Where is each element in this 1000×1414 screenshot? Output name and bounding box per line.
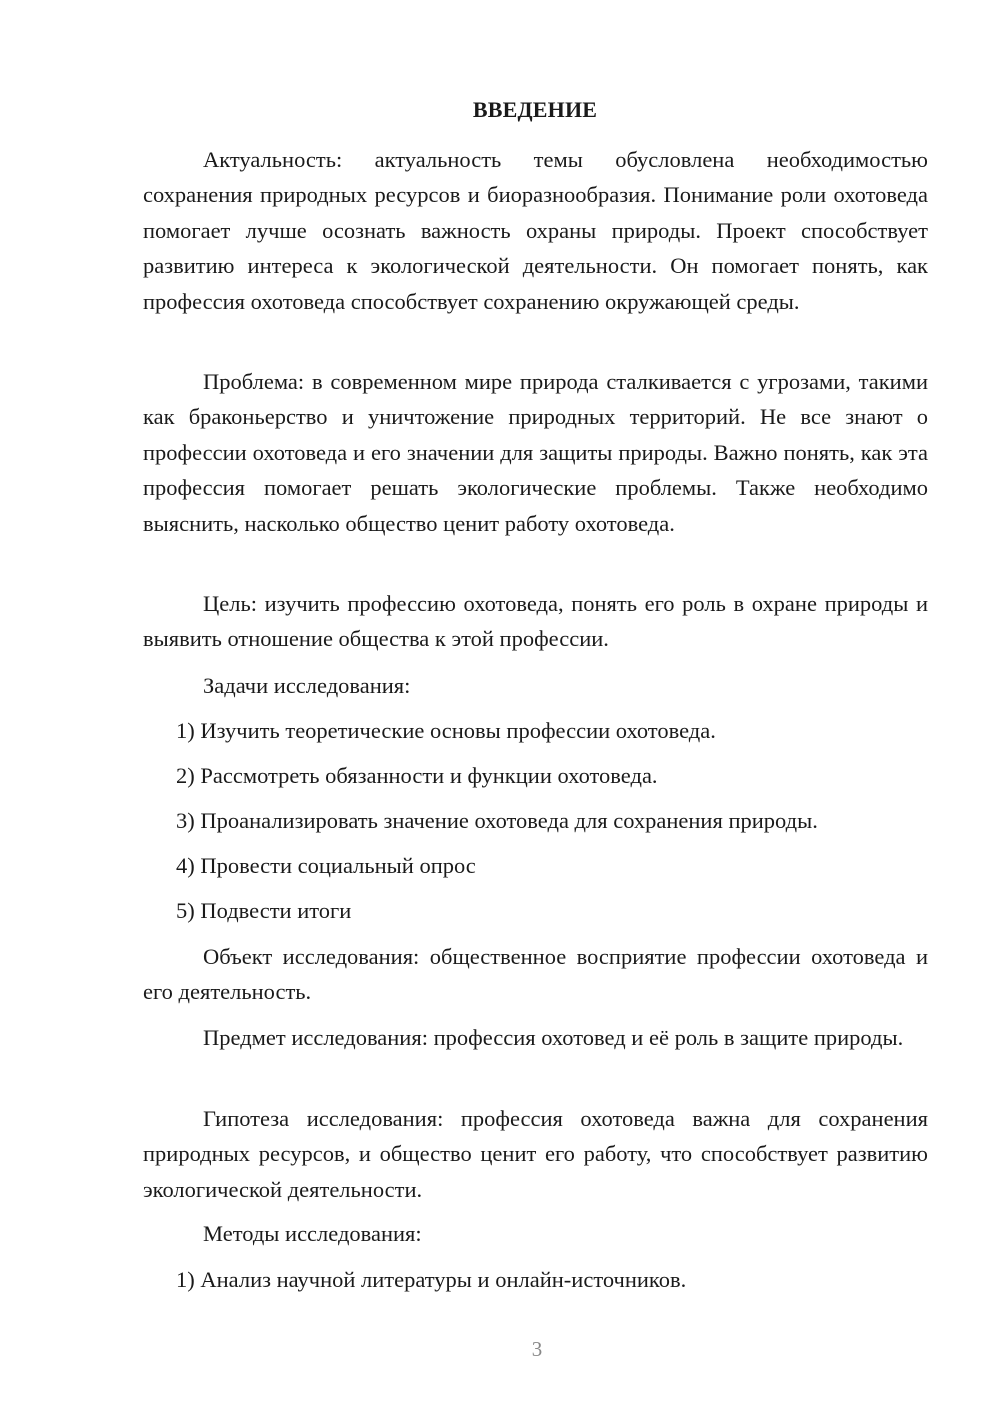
- paragraph-subject: Предмет исследования: профессия охотовед и её роль в защите природы.: [203, 1025, 904, 1050]
- paragraph-hypothesis: Гипотеза исследования: профессия охотоведа важна для сохранения природных ресурсов, и общество ценит его работу, что способствует развитию экологической деятельности.: [143, 1106, 928, 1202]
- page-number: 3: [531, 1337, 543, 1361]
- tasks-heading: Задачи исследования:: [203, 673, 411, 698]
- task-item: 3) Проанализировать значение охотоведа для сохранения природы.: [176, 808, 818, 833]
- page-title: ВВЕДЕНИЕ: [472, 97, 598, 122]
- paragraph-relevance: Актуальность: актуальность темы обусловлена необходимостью сохранения природных ресурсов и биоразнообразия. Понимание роли охотоведа помогает лучше осознать важность охраны природы. Проект способствует развитию интереса к экологической деятельности. Он помогает понять, как профессия охотоведа способствует сохранению окружающей среды.: [143, 147, 928, 314]
- task-item: 5) Подвести итоги: [176, 898, 352, 923]
- method-item: 1) Анализ научной литературы и онлайн-источников.: [176, 1267, 687, 1292]
- methods-heading: Методы исследования:: [203, 1221, 422, 1246]
- paragraph-object: Объект исследования: общественное восприятие профессии охотоведа и его деятельность.: [143, 944, 928, 1005]
- paragraph-problem: Проблема: в современном мире природа сталкивается с угрозами, такими как браконьерство и уничтожение природных территорий. Не все знают о профессии охотоведа и его значении для защиты природы. Важно понять, как эта профессия помогает решать экологические проблемы. Также необходимо выяснить, насколько общество ценит работу охотоведа.: [143, 369, 928, 536]
- paragraph-goal: Цель: изучить профессию охотоведа, понять его роль в охране природы и выявить отношение общества к этой профессии.: [143, 591, 928, 652]
- task-item: 4) Провести социальный опрос: [176, 853, 476, 878]
- task-item: 2) Рассмотреть обязанности и функции охотоведа.: [176, 763, 658, 788]
- task-item: 1) Изучить теоретические основы профессии охотоведа.: [176, 718, 716, 743]
